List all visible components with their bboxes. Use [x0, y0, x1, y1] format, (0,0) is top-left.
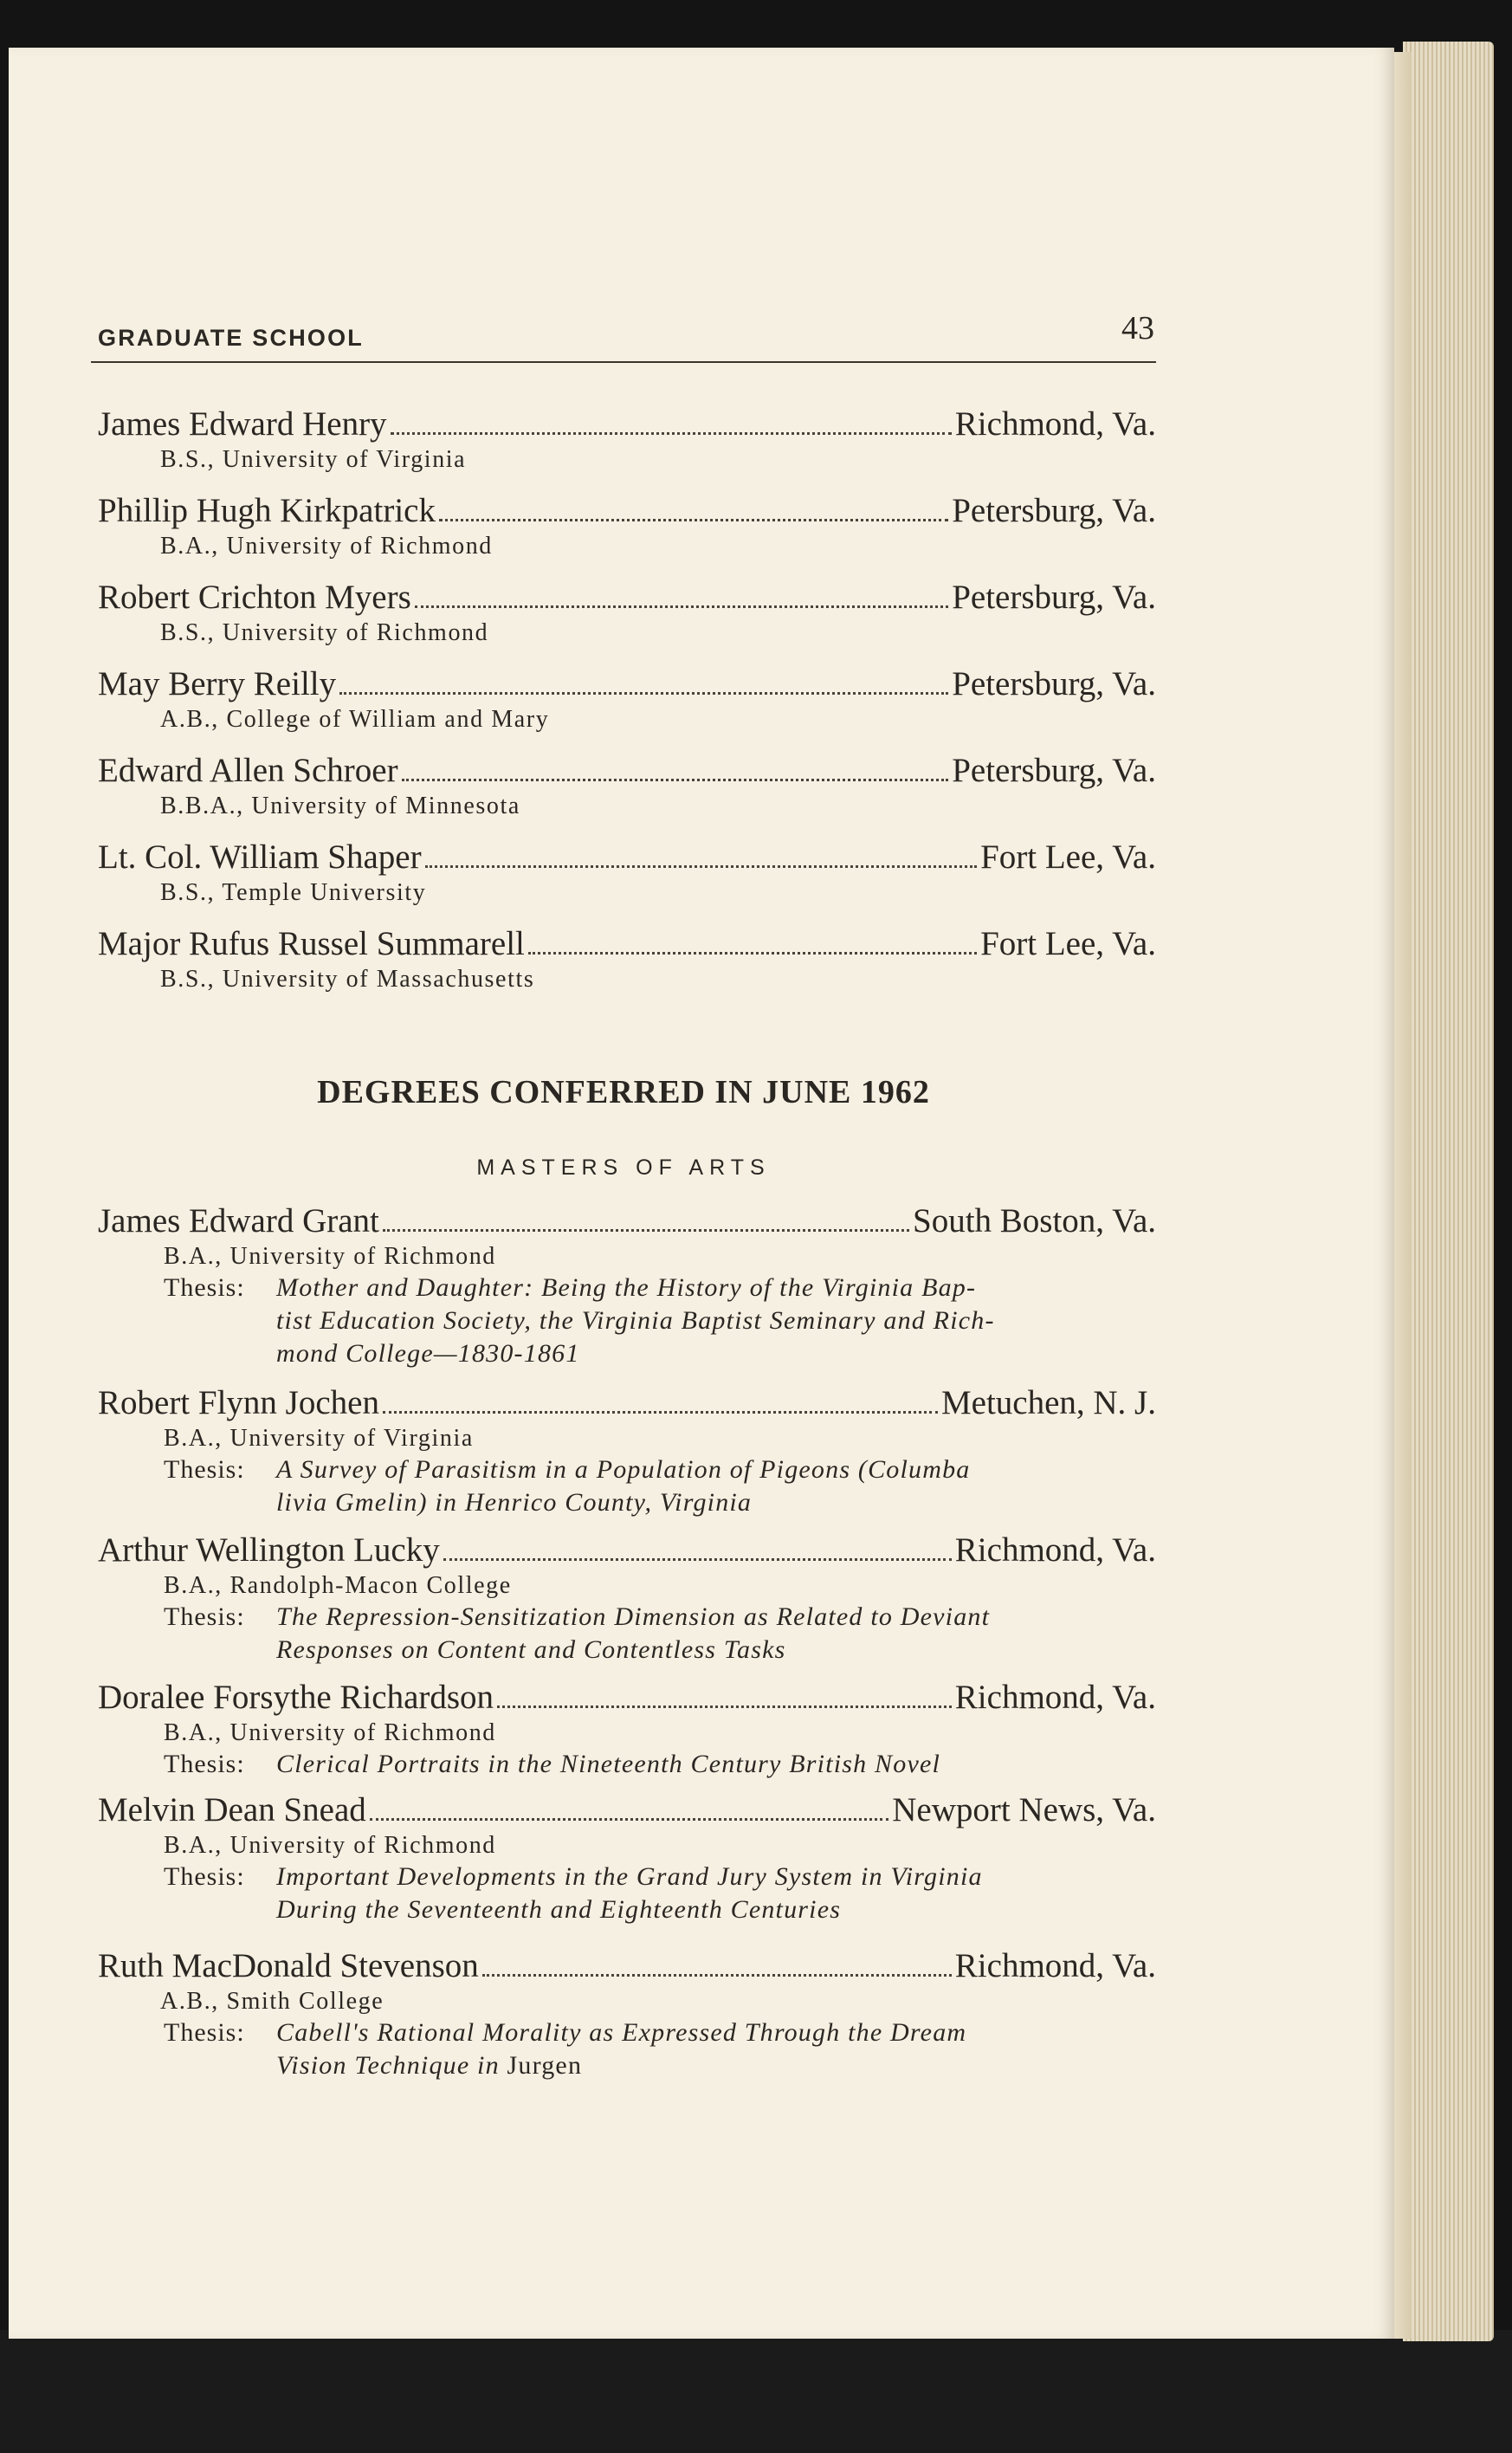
leader-dots — [415, 605, 948, 608]
page-number: 43 — [1121, 310, 1154, 346]
graduate-name: Ruth MacDonald Stevenson — [98, 1947, 479, 1984]
graduate-entry — [98, 838, 1156, 908]
thesis-title — [276, 1601, 1156, 1667]
graduate-hometown: Metuchen, N. J. — [940, 1384, 1156, 1421]
running-head-title: GRADUATE SCHOOL — [98, 325, 364, 351]
graduate-name: James Edward Henry — [98, 405, 387, 443]
prior-degree: B.S., Temple University — [160, 879, 427, 906]
leader-dots — [497, 1705, 952, 1708]
thesis-line — [276, 2049, 1156, 2082]
page-stack-edge — [1403, 42, 1494, 2341]
thesis-line: livia Gmelin) in Henrico County, Virginia — [276, 1488, 753, 1517]
thesis-title — [276, 1453, 1156, 1519]
thesis-title — [276, 2016, 1156, 2082]
thesis-line: The Repression-Sensitization Dimension as Related to Deviant — [276, 1602, 991, 1631]
graduate-name: James Edward Grant — [98, 1202, 379, 1239]
book-cover-edge — [0, 2330, 1512, 2453]
leader-dots — [339, 692, 948, 695]
prior-degree: A.B., Smith College — [160, 1988, 384, 2015]
prior-degree: B.A., University of Virginia — [164, 1425, 474, 1452]
graduate-name: Lt. Col. William Shaper — [98, 838, 422, 876]
leader-dots — [383, 1411, 938, 1414]
graduate-entry — [98, 492, 1156, 561]
running-head — [91, 307, 1156, 363]
masters-entry — [98, 1531, 1156, 1667]
graduate-hometown: Petersburg, Va. — [952, 492, 1156, 529]
leader-dots — [528, 952, 977, 955]
prior-degree: B.S., University of Richmond — [160, 619, 489, 646]
thesis-label: Thesis: — [164, 1750, 245, 1778]
masters-entry — [98, 1202, 1156, 1370]
prior-degree: B.A., University of Richmond — [164, 1243, 496, 1270]
graduate-hometown: Richmond, Va. — [954, 1679, 1156, 1716]
thesis-block — [164, 1272, 1156, 1370]
graduate-name: Robert Crichton Myers — [98, 579, 411, 616]
prior-degree: A.B., College of William and Mary — [160, 706, 550, 733]
thesis-line: A Survey of Parasitism in a Population of Pigeons (Columba — [276, 1455, 971, 1484]
thesis-line: Responses on Content and Contentless Tasks — [276, 1635, 786, 1664]
prior-degree: B.A., University of Richmond — [164, 1832, 496, 1859]
graduate-name: Robert Flynn Jochen — [98, 1384, 379, 1421]
graduate-hometown: Fort Lee, Va. — [980, 838, 1156, 876]
graduate-name: Phillip Hugh Kirkpatrick — [98, 492, 436, 529]
leader-dots — [383, 1229, 909, 1232]
leader-dots — [443, 1558, 952, 1561]
thesis-line: Mother and Daughter: Being the History of the Virginia Bap- — [276, 1273, 977, 1302]
thesis-line-text: Vision Technique in — [276, 2051, 500, 2080]
graduate-hometown: Petersburg, Va. — [952, 579, 1156, 616]
graduate-name: Arthur Wellington Lucky — [98, 1531, 440, 1569]
prior-degree: B.A., University of Richmond — [164, 1719, 496, 1746]
thesis-label: Thesis: — [164, 1273, 245, 1302]
thesis-line: Important Developments in the Grand Jury System in Virginia — [276, 1862, 983, 1891]
graduate-hometown: South Boston, Va. — [913, 1202, 1156, 1239]
thesis-title — [276, 1861, 1156, 1926]
prior-degree: B.S., University of Massachusetts — [160, 966, 535, 993]
thesis-label: Thesis: — [164, 1455, 245, 1484]
thesis-block — [164, 1453, 1156, 1519]
thesis-line: During the Seventeenth and Eighteenth Centuries — [276, 1895, 842, 1924]
graduate-entry — [98, 925, 1156, 994]
prior-degree: B.A., University of Richmond — [160, 533, 493, 560]
leader-dots — [425, 865, 978, 868]
leader-dots — [439, 519, 948, 521]
thesis-block — [164, 1601, 1156, 1667]
thesis-block — [164, 1861, 1156, 1926]
graduate-name: Doralee Forsythe Richardson — [98, 1679, 494, 1716]
graduate-name: Edward Allen Schroer — [98, 752, 398, 789]
section-heading: DEGREES CONFERRED IN JUNE 1962 — [317, 1074, 930, 1110]
leader-dots — [482, 1974, 952, 1977]
graduate-entry — [98, 405, 1156, 475]
leader-dots — [391, 432, 952, 435]
graduate-hometown: Petersburg, Va. — [952, 665, 1156, 702]
thesis-block — [164, 2016, 1156, 2082]
prior-degree: B.A., Randolph-Macon College — [164, 1572, 512, 1599]
graduate-hometown: Newport News, Va. — [892, 1791, 1156, 1828]
graduate-name: Major Rufus Russel Summarell — [98, 925, 525, 962]
graduate-entry — [98, 579, 1156, 648]
masters-entry — [98, 1679, 1156, 1781]
thesis-label: Thesis: — [164, 2018, 245, 2047]
thesis-block — [164, 1748, 1156, 1781]
prior-degree: B.B.A., University of Minnesota — [160, 793, 520, 819]
thesis-line: Cabell's Rational Morality as Expressed Through the Dream — [276, 2018, 967, 2047]
graduate-hometown: Fort Lee, Va. — [980, 925, 1156, 962]
thesis-label: Thesis: — [164, 1602, 245, 1631]
graduate-entry — [98, 752, 1156, 821]
prior-degree: B.S., University of Virginia — [160, 446, 467, 473]
masters-entry — [98, 1384, 1156, 1519]
masters-entry — [98, 1947, 1156, 2082]
masters-entry — [98, 1791, 1156, 1926]
thesis-title — [276, 1748, 1156, 1781]
thesis-line: mond College—1830-1861 — [276, 1339, 580, 1368]
graduate-name: May Berry Reilly — [98, 665, 337, 702]
graduate-name: Melvin Dean Snead — [98, 1791, 366, 1828]
leader-dots — [402, 779, 949, 781]
thesis-upright-title: Jurgen — [507, 2051, 583, 2080]
leader-dots — [370, 1818, 889, 1821]
thesis-line: tist Education Society, the Virginia Baptist Seminary and Rich- — [276, 1306, 995, 1335]
graduate-hometown: Petersburg, Va. — [952, 752, 1156, 789]
section-subheading: MASTERS OF ARTS — [476, 1155, 771, 1180]
graduate-hometown: Richmond, Va. — [954, 1531, 1156, 1569]
graduate-entry — [98, 665, 1156, 735]
book-page — [9, 48, 1394, 2339]
thesis-label: Thesis: — [164, 1862, 245, 1891]
thesis-title — [276, 1272, 1156, 1370]
graduate-hometown: Richmond, Va. — [954, 1947, 1156, 1984]
graduate-hometown: Richmond, Va. — [954, 405, 1156, 443]
thesis-line: Clerical Portraits in the Nineteenth Century British Novel — [276, 1750, 941, 1778]
